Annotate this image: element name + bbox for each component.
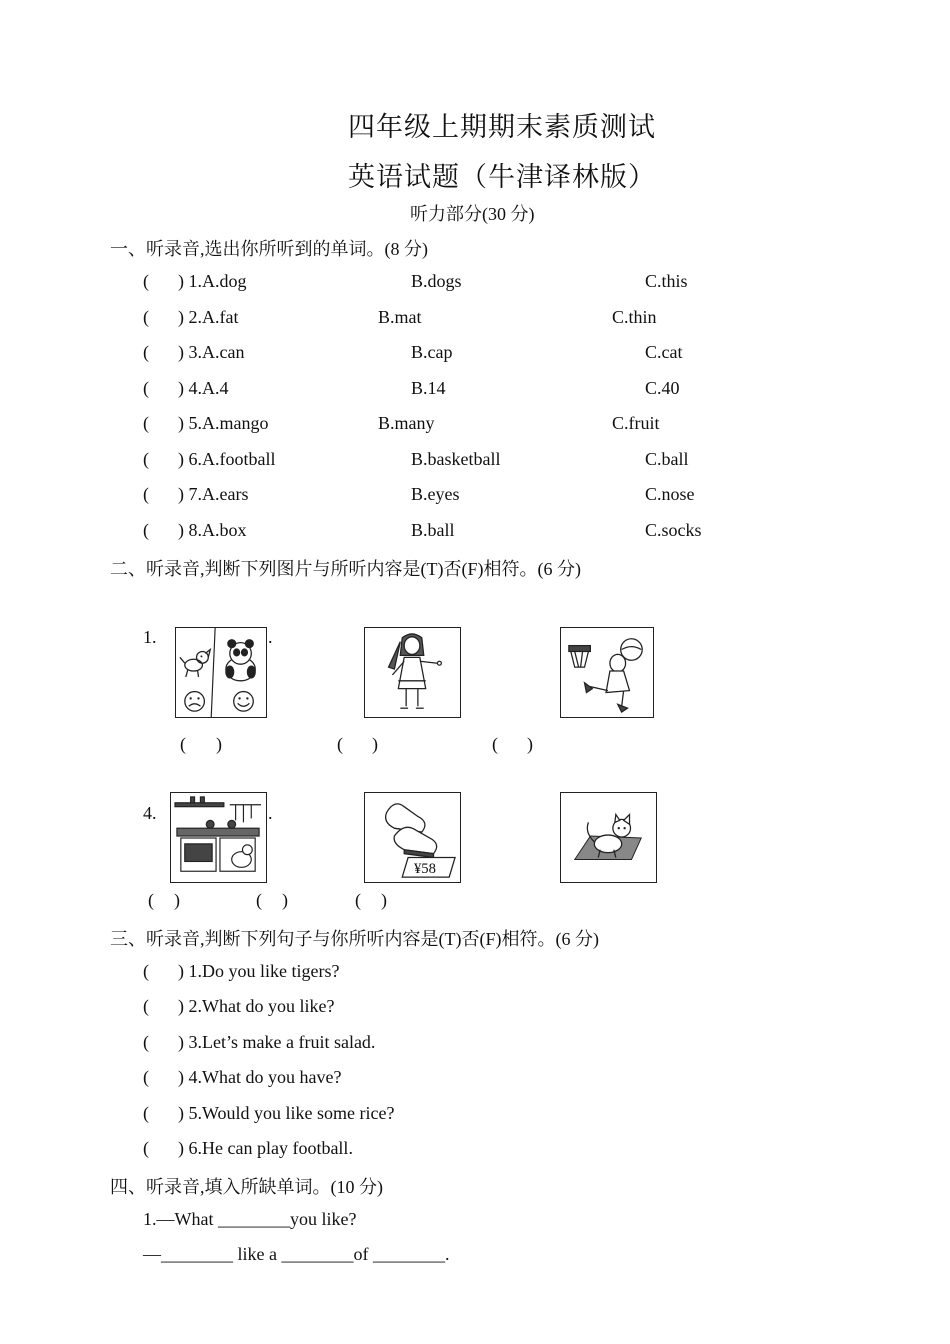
dog-panda-faces-picture [175, 627, 267, 718]
option-a: ) 6.A.football [178, 449, 276, 469]
answer-paren-close: ) [527, 734, 533, 754]
cat-picture [560, 792, 657, 883]
picture-dot: . [268, 803, 273, 823]
option-c: C.socks [645, 520, 702, 540]
option-b: B.basketball [411, 449, 501, 469]
option-b: B.14 [411, 378, 446, 398]
option-b: B.ball [411, 520, 455, 540]
option-c: C.nose [645, 484, 695, 504]
page-subtitle: 英语试题（牛津译林版） [348, 162, 656, 192]
answer-paren-close: ) [282, 890, 288, 910]
fill-blank-line[interactable]: —________ like a ________of ________. [143, 1244, 450, 1264]
price-label: ¥58 [413, 861, 436, 878]
answer-paren-close: ) [381, 890, 387, 910]
section1-heading: 一、听录音,选出你所听到的单词。(8 分) [110, 239, 428, 259]
answer-paren[interactable]: ( [143, 1103, 149, 1123]
answer-paren[interactable]: ( [143, 271, 149, 291]
answer-paren-open[interactable]: ( [148, 890, 154, 910]
page-title: 四年级上期期末素质测试 [348, 112, 656, 142]
part-label: 听力部分(30 分) [410, 204, 535, 224]
basketball-boy-picture [560, 627, 654, 718]
option-a: ) 7.A.ears [178, 484, 249, 504]
answer-paren[interactable]: ( [143, 307, 149, 327]
option-c: C.40 [645, 378, 680, 398]
option-c: C.cat [645, 342, 683, 362]
answer-paren-open[interactable]: ( [256, 890, 262, 910]
option-a: ) 4.A.4 [178, 378, 229, 398]
option-c: C.fruit [612, 413, 660, 433]
option-b: B.eyes [411, 484, 460, 504]
option-a: ) 1.A.dog [178, 271, 247, 291]
picture-row1-label: 1. [143, 627, 157, 647]
answer-paren-close: ) [216, 734, 222, 754]
sentence-item: ) 2.What do you like? [178, 996, 335, 1016]
answer-paren-open[interactable]: ( [180, 734, 186, 754]
option-c: C.ball [645, 449, 689, 469]
answer-paren[interactable]: ( [143, 378, 149, 398]
answer-paren[interactable]: ( [143, 520, 149, 540]
sentence-item: ) 6.He can play football. [178, 1138, 353, 1158]
sentence-item: ) 5.Would you like some rice? [178, 1103, 395, 1123]
answer-paren[interactable]: ( [143, 996, 149, 1016]
answer-paren[interactable]: ( [143, 1032, 149, 1052]
option-b: B.mat [378, 307, 422, 327]
kitchen-picture [170, 792, 267, 883]
answer-paren[interactable]: ( [143, 449, 149, 469]
picture-row2-label: 4. [143, 803, 157, 823]
option-c: C.this [645, 271, 688, 291]
answer-paren[interactable]: ( [143, 1067, 149, 1087]
sentence-item: ) 3.Let’s make a fruit salad. [178, 1032, 376, 1052]
sentence-item: ) 4.What do you have? [178, 1067, 342, 1087]
answer-paren-close: ) [372, 734, 378, 754]
option-b: B.cap [411, 342, 453, 362]
answer-paren[interactable]: ( [143, 342, 149, 362]
option-b: B.many [378, 413, 435, 433]
section4-heading: 四、听录音,填入所缺单词。(10 分) [110, 1177, 383, 1197]
answer-paren-close: ) [174, 890, 180, 910]
answer-paren[interactable]: ( [143, 413, 149, 433]
option-a: ) 8.A.box [178, 520, 247, 540]
section3-heading: 三、听录音,判断下列句子与你所听内容是(T)否(F)相符。(6 分) [110, 929, 599, 949]
picture-dot: . [268, 627, 273, 647]
section2-heading: 二、听录音,判断下列图片与所听内容是(T)否(F)相符。(6 分) [110, 559, 581, 579]
answer-paren-open[interactable]: ( [355, 890, 361, 910]
option-b: B.dogs [411, 271, 462, 291]
answer-paren[interactable]: ( [143, 484, 149, 504]
girl-picture [364, 627, 461, 718]
answer-paren[interactable]: ( [143, 1138, 149, 1158]
option-a: ) 3.A.can [178, 342, 245, 362]
option-c: C.thin [612, 307, 657, 327]
answer-paren[interactable]: ( [143, 961, 149, 981]
sentence-item: ) 1.Do you like tigers? [178, 961, 340, 981]
answer-paren-open[interactable]: ( [492, 734, 498, 754]
option-a: ) 5.A.mango [178, 413, 269, 433]
option-a: ) 2.A.fat [178, 307, 239, 327]
answer-paren-open[interactable]: ( [337, 734, 343, 754]
fill-blank-line[interactable]: 1.—What ________you like? [143, 1209, 357, 1229]
shoes-price-picture [364, 792, 461, 883]
